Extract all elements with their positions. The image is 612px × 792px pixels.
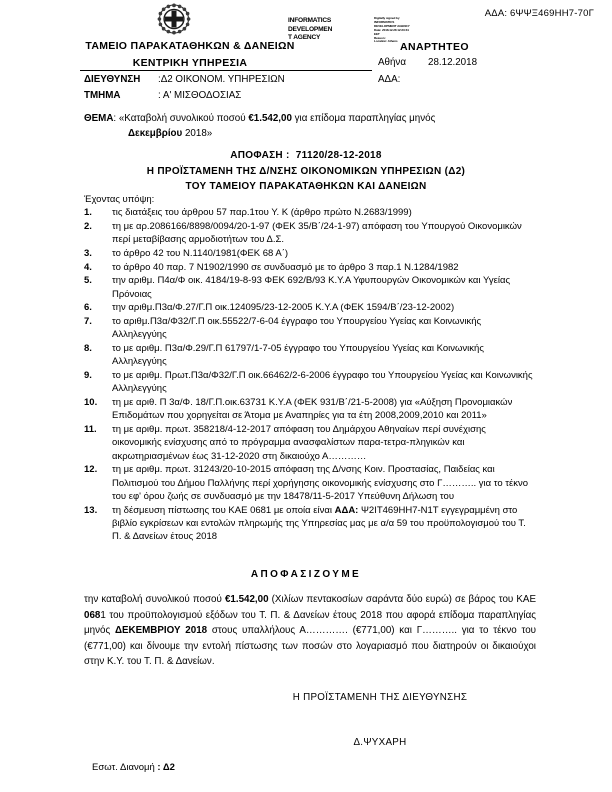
list-item: [84, 369, 536, 395]
list-item-number: 6.: [84, 302, 92, 314]
having-in-mind-label: Έχοντας υπόψη:: [84, 194, 155, 205]
list-item-text: το αριθμ.Π3α/Φ32/Γ.Π οικ.55522/7-6-04 έγγραφο του Υπουργείου Υγείας και Κοινωνικής Αλληλεγγύης: [112, 316, 482, 341]
ada-code-top: ΑΔΑ: 6ΨΨΞ469ΗΗ7-70Γ: [484, 8, 594, 19]
list-item-number: 5.: [84, 275, 92, 287]
decision-kae: 068: [84, 609, 101, 621]
decision-label: ΑΠΟΦΑΣΗ :: [230, 150, 290, 161]
subject-amount: €1.542,00: [248, 113, 292, 124]
department-value: : Α' ΜΙΣΘΟΔΟΣΙΑΣ: [158, 90, 242, 101]
list-item: [84, 315, 536, 341]
list-item-text: το άρθρο 42 του Ν.1140/1981(ΦΕΚ 68 Α΄): [112, 247, 289, 259]
list-item: [84, 274, 536, 300]
stamp-agency-name: INFORMATICS DEVELOPMEN T AGENCY: [288, 17, 333, 42]
internal-distribution-value: : Δ2: [157, 762, 175, 773]
list-item-number: 2.: [84, 220, 92, 232]
stamp-signature-details: Digitally signed by INFORMATICS DEVELOPMENT AGENCY Date: 2018.12.28 12:23:31 EET Reason: Location: Athens: [374, 17, 410, 44]
decision-number: 71120/28-12-2018: [295, 150, 382, 161]
list-item: [84, 396, 536, 422]
list-item: [84, 220, 536, 246]
list-item-text: το άρθρο 40 παρ. 7 Ν1902/1990 σε συνδυασμό με το άρθρο 3 παρ.1 Ν.1284/1982: [112, 261, 459, 273]
list-item-number: 12.: [84, 464, 98, 476]
item13-ada-label: ΑΔΑ:: [334, 504, 359, 516]
hellenic-republic-emblem: [155, 3, 193, 37]
list-item-text: τη με αριθμ. πρωτ. 31243/20-10-2015 απόφαση της Δ/νσης Κοιν. Προστασίας, Παιδείας και Πολιτισμού του Δήμου Παλλήνης περί χορήγησης οικονομικής ενίσχυσης στο Γ……….. για το τέκνο του εφ' όρου ζωής σε συνδυασμό με την 18478/11-5-2017 Υπεύθυνη Δήλωση του: [112, 464, 529, 502]
list-item-number: 1.: [84, 207, 92, 218]
subject-label: ΘΕΜΑ: [84, 113, 114, 124]
decision-p4: στους υπαλλήλους Α…………. (€771,00) και Γ……….. για το τέκνο του (€771,00) και δίνουμε την εντολή πίστωσης των ποσών στο λογαριασμό που διατηρούν οι δικαιούχοι στην Κ.Υ. του Τ. Π. & Δανείων.: [84, 625, 536, 668]
list-item-number: 13.: [84, 504, 98, 516]
list-item-text: το με αριθμ. Πρωτ.Π3α/Φ32/Γ.Π οικ.66462/2-6-2006 έγγραφο του Υπουργείου Υγείας και Κοινωνικής Αλληλεγγύης: [112, 370, 533, 395]
decision-month: ΔΕΚΕΜΒΡΙΟΥ 2018: [114, 625, 208, 637]
internal-distribution-label: Εσωτ. Διανομή: [92, 762, 158, 773]
decision-total-amount: €1.542,00: [224, 594, 269, 605]
organisation-unit: ΚΕΝΤΡΙΚΗ ΥΠΗΡΕΣΙΑ: [132, 57, 248, 69]
direction-row: [84, 74, 285, 85]
decision-p3: του προϋπολογισμού εξόδων του Τ. Π. & Δανείων έτους 2018 που αφορά επίδομα παραπληγίας μηνός: [84, 609, 536, 637]
signatory-name: Δ.ΨΥΧΑΡΗ: [353, 737, 407, 748]
list-item: [84, 423, 536, 463]
list-item-text: τη με αριθμ. πρωτ. 358218/4-12-2017 απόφαση του Δημάρχου Αθηναίων περί συνέχισης οικονομικής ενίσχυσης από το πρόγραμμα ανασφαλίστων παρα-τετρα-πληγικών και ακρωτηριασμένων έως 31-12-2020 στη δικαιούχο Α…………: [112, 424, 486, 462]
list-item-text: τη με αριθ. Π 3α/Φ. 18/Γ.Π.οικ.63731 Κ.Υ.Α (ΦΕΚ 931/Β΄/21-5-2008) για «Αύξηση Προνομιακών Επιδομάτων που χορηγείται σε Άτομα με Αναπηρίες για τα έτη 2008,2009,2010 και 2011»: [112, 397, 513, 422]
list-item: [84, 247, 536, 260]
list-item-text: το με αριθμ. Π3α/Φ.29/Γ.Π 61797/1-7-05 έγγραφο του Υπουργείου Υγείας και Κοινωνικής Αλληλεγγύης: [112, 343, 484, 368]
apofasizoume-heading: ΑΠΟΦΑΣΙΖΟΥΜΕ: [250, 569, 362, 580]
city-label: Αθήνα: [378, 57, 406, 68]
preamble-list: [84, 206, 536, 544]
list-item-number: 9.: [84, 370, 92, 382]
decision-authority-line2: ΤΟΥ ΤΑΜΕΙΟΥ ΠΑΡΑΚΑΤΑΘΗΚΩΝ ΚΑΙ ΔΑΝΕΙΩΝ: [185, 181, 427, 192]
document-date: 28.12.2018: [428, 57, 478, 68]
decision-kae-tail: 1: [100, 609, 106, 621]
subject-month: Δεκεμβρίου: [128, 128, 183, 139]
subject-year: 2018»: [182, 128, 213, 139]
list-item-number: 11.: [84, 424, 97, 436]
decision-p1: την καταβολή συνολικού ποσού: [84, 594, 225, 605]
decision-authority-line1: Η ΠΡΟΪΣΤΑΜΕΝΗ ΤΗΣ Δ/ΝΣΗΣ ΟΙΚΟΝΟΜΙΚΩΝ ΥΠΗΡΕΣΙΩΝ (Δ2): [146, 165, 466, 177]
decision-paragraph: [84, 592, 536, 670]
city-date-row: [378, 57, 477, 68]
ada-label-empty: ΑΔΑ:: [378, 74, 401, 85]
list-item-number: 7.: [84, 316, 92, 328]
list-item-number: 8.: [84, 343, 92, 355]
list-item-text: την αριθμ.Π3α/Φ.27/Γ.Π οικ.124095/23-12-2005 Κ.Υ.Α (ΦΕΚ 1594/Β΄/23-12-2002): [112, 302, 455, 314]
list-item-13: [84, 504, 536, 544]
list-item-text: τη με αρ.2086166/8898/0094/20-1-97 (ΦΕΚ 35/Β΄/24-1-97) απόφαση του Υπουργού Οικονομικών περί μεταβίβασης αρμοδιοτήτων του Δ.Σ.: [112, 220, 522, 245]
internal-distribution: [92, 762, 175, 773]
subject-text-pre: : «Καταβολή συνολικού ποσού: [113, 113, 249, 124]
direction-label: ΔΙΕΥΘΥΝΣΗ: [84, 74, 141, 85]
department-label: ΤΜΗΜΑ: [84, 90, 121, 101]
subject-text-post: για επίδομα παραπληγίας μηνός: [291, 113, 436, 124]
item13-ada-value: Ψ2ΙΤ469ΗΗ7-Ν1Τ: [358, 504, 439, 516]
list-item-number: 3.: [84, 247, 92, 259]
list-item-text: την αριθμ. Π4α/Φ οικ. 4184/19-8-93 ΦΕΚ 692/Β/93 Κ.Υ.Α Υφυπουργών Οικονομικών και Υγείας Πρόνοιας: [112, 275, 511, 300]
organisation-name: ΤΑΜΕΙΟ ΠΑΡΑΚΑΤΑΘΗΚΩΝ & ΔΑΝΕΙΩΝ: [85, 40, 295, 52]
list-item-number: 10.: [84, 397, 98, 409]
header-divider: [80, 70, 372, 71]
list-item-text: τη δέσμευση πίστωσης του ΚΑΕ 0681 με οποία είναι ΑΔΑ: Ψ2ΙΤ469ΗΗ7-Ν1Τ εγγεγραμμένη στο βιβλίο εγκρίσεων και εντολών πληρωμής της Υπηρεσίας μας με α/α 59 του προϋπολογισμού του Τ. Π. & Δανείων έτους 2018: [112, 504, 526, 542]
decision-title-block: [0, 148, 612, 195]
list-item: [84, 301, 536, 314]
anartiteo-marker: ΑΝΑΡΤΗΤΕΟ: [400, 41, 469, 53]
list-item: [84, 206, 536, 219]
list-item-text: τις διατάξεις του άρθρου 57 παρ.1του Υ. Κ (άρθρο πρώτο Ν.2683/1999): [112, 207, 412, 218]
list-item: [84, 261, 536, 274]
direction-value: :Δ2 ΟΙΚΟΝΟΜ. ΥΠΗΡΕΣΙΩΝ: [158, 74, 285, 85]
subject-block: [84, 111, 562, 141]
list-item: [84, 463, 536, 503]
decision-p2: (Χιλίων πεντακοσίων σαράντα δύο ευρώ) σε βάρος του ΚΑΕ: [268, 594, 536, 605]
signatory-title: Η ΠΡΟΪΣΤΑΜΕΝΗ ΤΗΣ ΔΙΕΥΘΥΝΣΗΣ: [292, 692, 468, 703]
list-item-number: 4.: [84, 261, 92, 273]
department-row: [84, 90, 241, 101]
list-item: [84, 342, 536, 368]
